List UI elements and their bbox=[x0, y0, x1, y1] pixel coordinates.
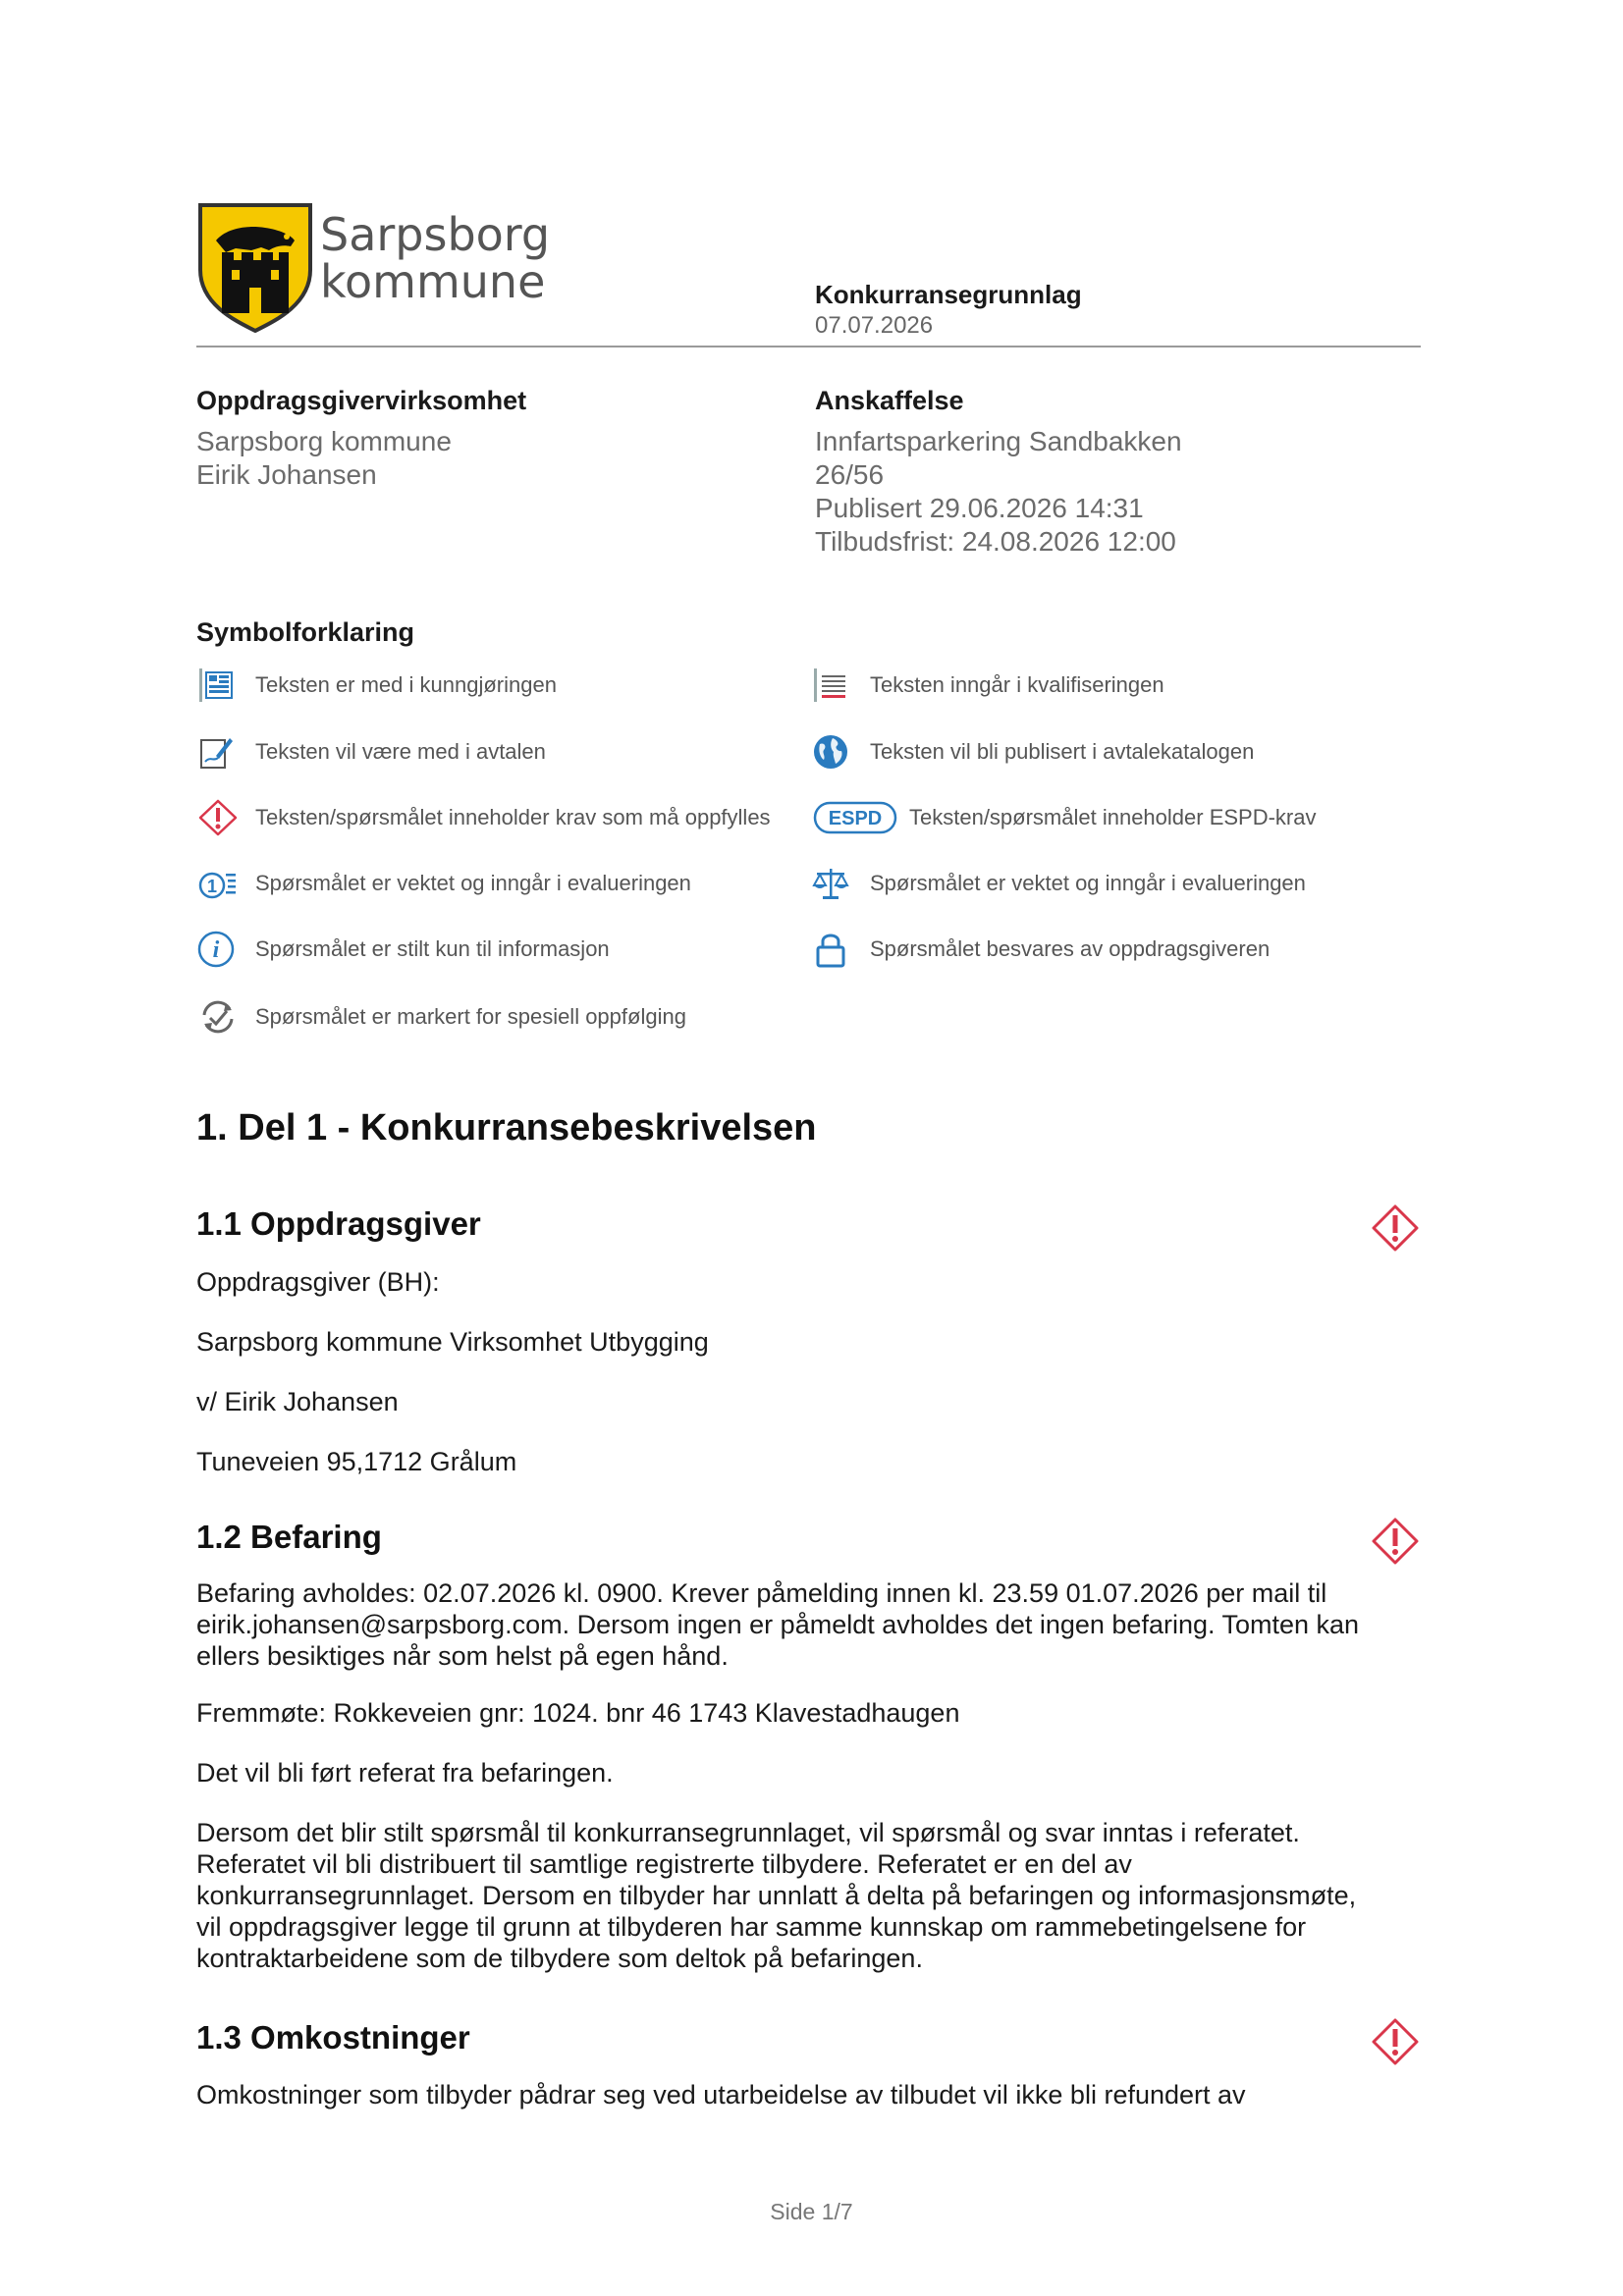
scales-icon bbox=[811, 864, 854, 903]
organization-wordmark bbox=[320, 208, 551, 308]
subsection-heading: 1.3 Omkostninger bbox=[196, 2019, 470, 2056]
text-line: Befaring avholdes: 02.07.2026 kl. 0900. Krever påmelding innen kl. 23.59 01.07.2026 per mail til bbox=[196, 1578, 1327, 1608]
legend-item bbox=[811, 666, 1164, 705]
procurement-heading: Anskaffelse bbox=[815, 386, 964, 415]
legend-item bbox=[196, 864, 691, 903]
document-type: Konkurransegrunnlag bbox=[815, 280, 1082, 309]
text-line: Dersom det blir stilt spørsmål til konkurransegrunnlaget, vil spørsmål og svar inntas i referatet. bbox=[196, 1818, 1300, 1847]
paragraph bbox=[196, 2079, 1424, 2110]
text-line: Fremmøte: Rokkeveien gnr: 1024. bnr 46 1743 Klavestadhaugen bbox=[196, 1698, 960, 1728]
sarpsborg-coat-of-arms-logo bbox=[196, 201, 314, 334]
paragraph bbox=[196, 1817, 1424, 1974]
legend-label: Teksten/spørsmålet inneholder ESPD-krav bbox=[909, 805, 1317, 829]
globe-icon bbox=[811, 732, 854, 772]
procurement-line: 26/56 bbox=[815, 459, 885, 490]
weighted-number-icon bbox=[196, 864, 240, 903]
legend-item bbox=[196, 666, 557, 705]
paragraph bbox=[196, 1386, 1424, 1417]
lock-icon bbox=[811, 930, 854, 969]
legend-item bbox=[196, 997, 686, 1037]
paragraph bbox=[196, 1757, 1424, 1789]
subsection-heading: 1.2 Befaring bbox=[196, 1519, 382, 1555]
legend-label: Teksten/spørsmålet inneholder krav som må oppfylles bbox=[255, 805, 771, 829]
legend-label: Spørsmålet er vektet og inngår i evalueringen bbox=[870, 871, 1306, 895]
section-heading: 1. Del 1 - Konkurransebeskrivelsen bbox=[196, 1107, 817, 1148]
legend-item bbox=[196, 732, 546, 772]
text-line: konkurransegrunnlaget. Dersom en tilbyder har unnlatt å delta på befaringen og informasjonsmøte, bbox=[196, 1881, 1357, 1910]
text-line: Sarpsborg kommune Virksomhet Utbygging bbox=[196, 1327, 709, 1357]
paragraph bbox=[196, 1697, 1424, 1729]
info-icon bbox=[196, 930, 240, 969]
header-divider bbox=[196, 346, 1421, 347]
text-line: v/ Eirik Johansen bbox=[196, 1387, 399, 1416]
paragraph bbox=[196, 1446, 1424, 1477]
page-number: Side 1/7 bbox=[770, 2199, 853, 2224]
legend-label: Teksten vil være med i avtalen bbox=[255, 739, 546, 764]
text-line: vil oppdragsgiver legge til grunn at tilbyderen har samme kunnskap om rammebetingelsene for bbox=[196, 1912, 1307, 1942]
text-line: Det vil bli ført referat fra befaringen. bbox=[196, 1758, 614, 1788]
subsection-heading: 1.1 Oppdragsgiver bbox=[196, 1205, 481, 1242]
paragraph bbox=[196, 1577, 1424, 1672]
client-details bbox=[196, 425, 452, 492]
legend-item bbox=[196, 798, 771, 837]
text-line: ellers besiktiges når som helst på egen hånd. bbox=[196, 1641, 729, 1671]
legend-label: Spørsmålet er stilt kun til informasjon bbox=[255, 936, 610, 961]
legend-label: Teksten inngår i kvalifiseringen bbox=[870, 672, 1164, 697]
legend-item bbox=[813, 798, 1317, 837]
svg-text:1: 1 bbox=[206, 877, 218, 896]
wordmark-line-1: Sarpsborg bbox=[320, 208, 551, 261]
requirement-warning-icon bbox=[1371, 2017, 1420, 2066]
espd-badge-text: ESPD bbox=[828, 808, 883, 829]
procurement-line: Innfartsparkering Sandbakken bbox=[815, 426, 1182, 456]
procurement-details bbox=[815, 425, 1182, 559]
legend-item bbox=[811, 864, 1306, 903]
legend-label: Teksten er med i kunngjøringen bbox=[255, 672, 557, 697]
client-line: Eirik Johansen bbox=[196, 459, 377, 490]
legend-label: Teksten vil bli publisert i avtalekatalogen bbox=[870, 739, 1255, 764]
legend-label: Spørsmålet er vektet og inngår i evalueringen bbox=[255, 871, 691, 895]
legend-item bbox=[196, 930, 610, 969]
legend-label: Spørsmålet besvares av oppdragsgiveren bbox=[870, 936, 1271, 961]
requirement-warning-icon bbox=[1371, 1517, 1420, 1566]
text-line: eirik.johansen@sarpsborg.com. Dersom ingen er påmeldt avholdes det ingen befaring. Tomten kan bbox=[196, 1610, 1360, 1639]
paragraph bbox=[196, 1326, 1424, 1358]
requirement-warning-icon bbox=[1371, 1203, 1420, 1253]
requirement-warning-icon bbox=[196, 798, 240, 837]
espd-badge-icon bbox=[813, 798, 897, 837]
legend-label: Spørsmålet er markert for spesiell oppfølging bbox=[255, 1004, 686, 1029]
text-line: Omkostninger som tilbyder pådrar seg ved utarbeidelse av tilbudet vil ikke bli refundert av bbox=[196, 2080, 1246, 2109]
follow-up-icon bbox=[196, 997, 240, 1037]
client-heading: Oppdragsgivervirksomhet bbox=[196, 386, 527, 415]
legend-title: Symbolforklaring bbox=[196, 617, 415, 647]
contract-icon bbox=[196, 732, 240, 772]
client-line: Sarpsborg kommune bbox=[196, 426, 452, 456]
paragraph bbox=[196, 1266, 1424, 1298]
wordmark-line-2: kommune bbox=[320, 255, 546, 308]
procurement-line: Publisert 29.06.2026 14:31 bbox=[815, 493, 1144, 523]
text-line: Oppdragsgiver (BH): bbox=[196, 1267, 440, 1297]
svg-text:i: i bbox=[212, 937, 220, 963]
text-line: kontraktarbeidene som de tilbydere som deltok på befaringen. bbox=[196, 1944, 923, 1973]
announcement-icon bbox=[196, 666, 240, 705]
text-line: Tuneveien 95,1712 Grålum bbox=[196, 1447, 517, 1476]
document-date: 07.07.2026 bbox=[815, 312, 934, 339]
legend-item bbox=[811, 732, 1254, 772]
text-line: Referatet vil bli distribuert til samtlige registrerte tilbydere. Referatet er en del av bbox=[196, 1849, 1132, 1879]
qualification-icon bbox=[811, 666, 854, 705]
legend-item bbox=[811, 930, 1270, 969]
procurement-line: Tilbudsfrist: 24.08.2026 12:00 bbox=[815, 526, 1176, 557]
